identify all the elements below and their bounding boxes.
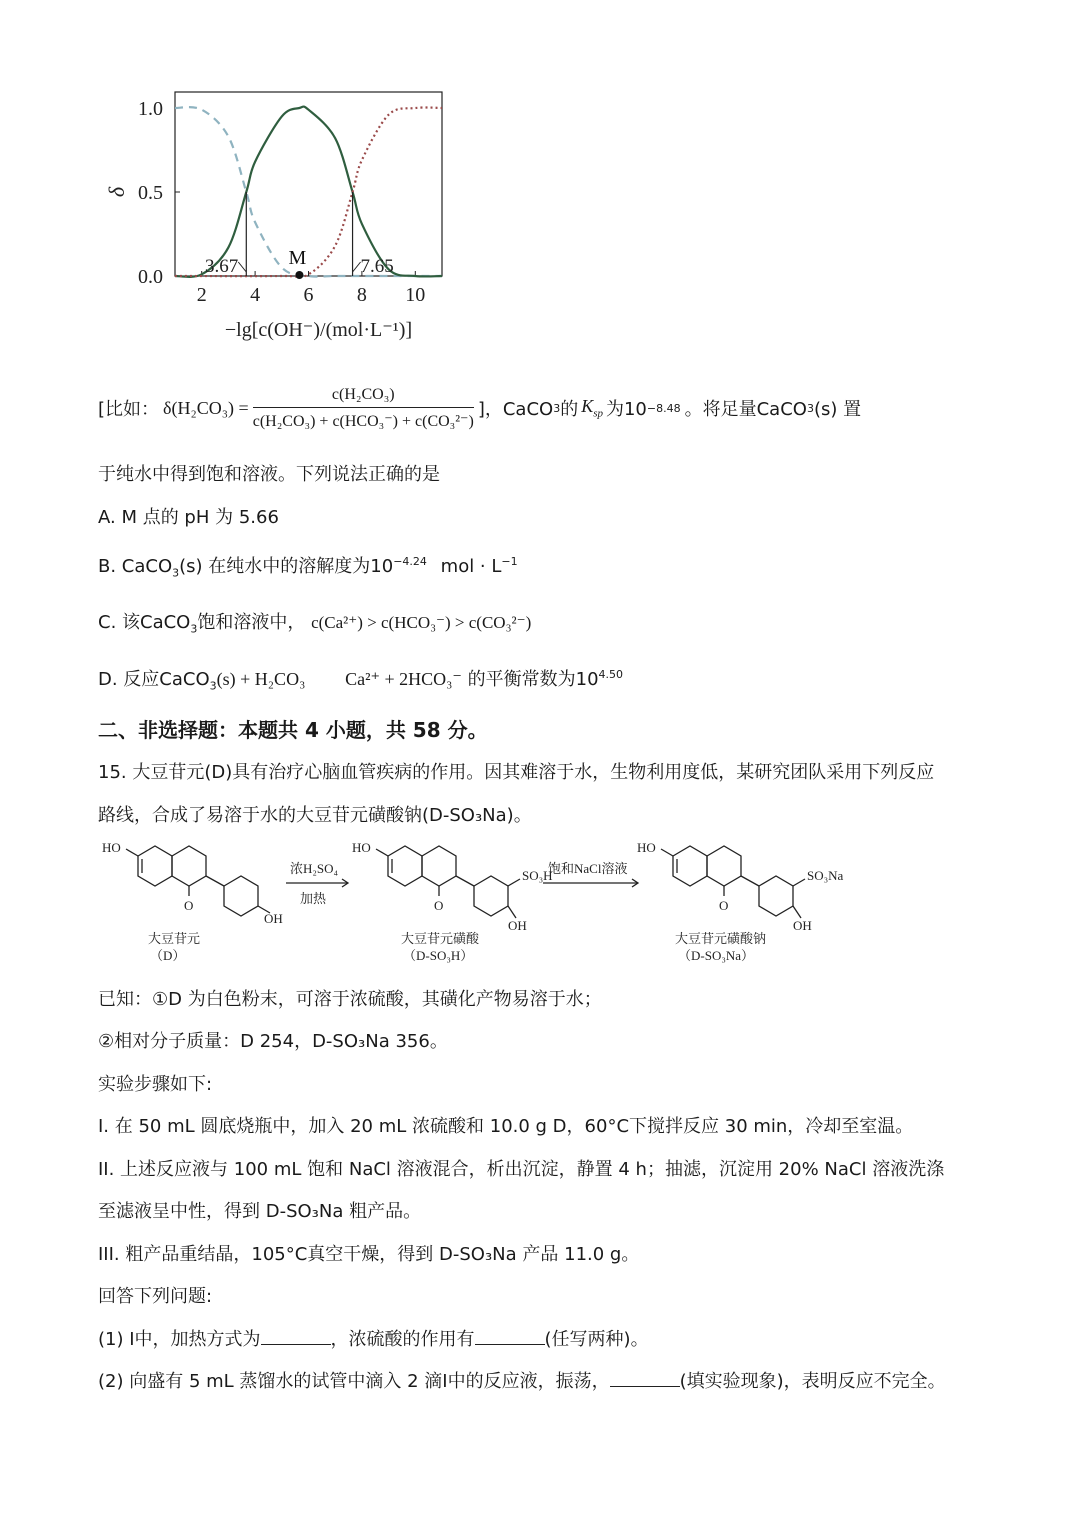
atom-label: HO (637, 840, 656, 855)
question-1-part-a: (1) I中，加热方式为 (98, 1329, 261, 1350)
step-2b: 至滤液呈中性，得到 D-SO₃Na 粗产品。 (98, 1201, 422, 1222)
answer-title: 回答下列问题: (98, 1286, 213, 1307)
step-2a: II. 上述反应液与 100 mL 饱和 NaCl 溶液混合，析出沉淀，静置 4 h；抽滤，沉淀用 20% NaCl 溶液洗涤 (98, 1159, 945, 1180)
question-stem-line2: 于纯水中得到饱和溶液。下列说法正确的是 (98, 464, 440, 485)
option-c-mid: 饱和溶液中， (197, 612, 306, 633)
answer-blank[interactable] (610, 1370, 680, 1387)
molecule-3-code: （D-SO₃Na） (678, 948, 755, 963)
ksp-symbol: $K_{sp}$ (581, 396, 603, 420)
molecule-dso3h-structure (376, 846, 520, 918)
question-2 (98, 1367, 946, 1393)
after-ksp2: (s) 置 (813, 399, 862, 420)
option-d-exponent: 4.50 (598, 668, 624, 681)
series-line (175, 108, 442, 278)
atom-label: OH (264, 911, 283, 926)
question-1-part-b: ，浓硫酸的作用有 (330, 1329, 475, 1350)
option-d-post: 的平衡常数为10 (467, 669, 599, 690)
steps-title: 实验步骤如下: (98, 1074, 213, 1095)
atom-label: OH (793, 918, 812, 933)
atom-label: SO₃H (522, 868, 553, 883)
option-b-exponent: −4.24 (393, 555, 427, 568)
molecule-dso3na-structure (661, 846, 805, 918)
q15-line1: 15. 大豆苷元(D)具有治疗心脑血管疾病的作用。因其难溶于水，生物利用度低，某研究团队采用下列反应 (98, 762, 935, 783)
option-c-relation: c(Ca²⁺) > c(HCO₃⁻) > c(CO₃²⁻) (311, 613, 532, 632)
atom-label: OH (508, 918, 527, 933)
molecule-1-code: （D） (150, 948, 186, 963)
question-1 (98, 1325, 649, 1351)
series-line (175, 107, 442, 277)
y-tick-label: 0.0 (138, 266, 163, 288)
ksp-mid: 的 (560, 399, 579, 420)
question-1-part-c: (任写两种)。 (544, 1329, 649, 1350)
ksp-exponent: −8.48 (646, 401, 681, 415)
reaction-scheme (98, 828, 858, 973)
x-tick-label: 8 (356, 284, 367, 306)
atom-label: SO₃Na (807, 868, 844, 883)
option-d-products: Ca²⁺ + 2HCO₃⁻ (345, 669, 462, 689)
known-2: ②相对分子质量：D 254，D-SO₃Na 356。 (98, 1031, 448, 1052)
option-c-pre: C. 该CaCO (98, 612, 191, 633)
after-ksp: 。将足量CaCO (684, 399, 807, 420)
option-b-pre: B. CaCO (98, 556, 173, 577)
example-prefix: [比如： (98, 399, 160, 420)
reagent-2-top: 饱和NaCl溶液 (548, 861, 628, 876)
reagent-1-bottom: 加热 (300, 891, 327, 906)
option-d: D. 反应CaCO$_3$(s) + H₂CO₃ Ca²⁺ + 2HCO₃⁻ 的平衡常数为$10^{4.50}$ (98, 668, 624, 693)
option-a: A. M 点的 pH 为 5.66 (98, 507, 279, 528)
point-m-label: M (288, 247, 307, 269)
x-tick-label: 10 (405, 284, 426, 306)
fraction-lhs: δ(H₂CO₃) = (163, 397, 249, 418)
molecule-2-code: （D-SO₃H） (403, 948, 474, 963)
distribution-fraction (253, 386, 474, 431)
option-d-reactants: (s) + H₂CO₃ (216, 669, 306, 689)
option-c: C. 该CaCO$_3$饱和溶液中， c(Ca²⁺) > c(HCO₃⁻) > c(CO₃²⁻) (98, 612, 532, 636)
y-tick-label: 0.5 (138, 182, 163, 204)
guide-value-label: 7.65 (360, 256, 394, 277)
x-axis-label: −lg[c(OH⁻)/(mol·L⁻¹)] (224, 319, 413, 341)
y-axis-label: δ (104, 186, 129, 198)
y-tick-label: 1.0 (138, 98, 163, 120)
fraction-denominator: c(H₂CO₃) + c(HCO₃⁻) + c(CO₃²⁻) (252, 412, 474, 430)
known-1: 已知：①D 为白色粉末，可溶于浓硫酸，其磺化产物易溶于水； (98, 989, 602, 1010)
option-b-mid: (s) 在纯水中的溶解度为10 (179, 556, 394, 577)
option-b-unit: mol · L (440, 556, 502, 577)
atom-label: O (184, 898, 194, 913)
atom-label: HO (102, 840, 121, 855)
molecule-3-name: 大豆苷元磺酸钠 (675, 931, 767, 946)
question-2-part-a: (2) 向盛有 5 mL 蒸馏水的试管中滴入 2 滴I中的反应液，振荡， (98, 1371, 610, 1392)
answer-blank[interactable] (475, 1328, 545, 1345)
section-2-heading: 二、非选择题：本题共 4 小题，共 58 分。 (98, 718, 488, 742)
point-m-marker (295, 271, 303, 279)
molecule-2-name: 大豆苷元磺酸 (401, 931, 480, 946)
atom-label: O (719, 898, 729, 913)
question-2-part-b: (填实验现象)，表明反应不完全。 (679, 1371, 946, 1392)
x-tick-label: 6 (303, 284, 314, 306)
molecule-1-name: 大豆苷元 (148, 931, 201, 946)
reagent-1-top: 浓H₂SO₄ (290, 861, 339, 876)
step-1: I. 在 50 mL 圆底烧瓶中，加入 20 mL 浓硫酸和 10.0 g D，60°C下搅拌反应 30 min，冷却至室温。 (98, 1116, 914, 1137)
fraction-numerator: c(H₂CO₃) (253, 386, 474, 408)
distribution-chart (95, 80, 455, 370)
option-b: B. CaCO$_3$(s) 在纯水中的溶解度为$10^{-4.24}$ mol · $L^{-1}$ (98, 555, 518, 580)
molecule-d-structure (126, 846, 270, 916)
atom-label: HO (352, 840, 371, 855)
x-tick-label: 2 (196, 284, 207, 306)
guide-arrow (238, 262, 246, 272)
answer-blank[interactable] (261, 1328, 331, 1345)
x-tick-label: 4 (250, 284, 261, 306)
atom-label: O (434, 898, 444, 913)
ksp-text: ]，CaCO (477, 399, 554, 420)
step-3: III. 粗产品重结晶，105°C真空干燥，得到 D-SO₃Na 产品 11.0 g。 (98, 1244, 640, 1265)
series-line (175, 107, 442, 277)
option-d-pre: D. 反应CaCO (98, 669, 210, 690)
example-definition-line: [比如： δ(H₂CO₃) = $\frac{\text{c(H₂CO₃)}}{\text{c(H₂CO₃) + c(HCO₃⁻) + c(CO₃²⁻)}}$ ]，CaCO 3 的 $K_{sp}$ 为10 −8.48 。将足量CaCO 3 (s) 置 (98, 385, 862, 430)
q15-line2: 路线，合成了易溶于水的大豆苷元磺酸钠(D-SO₃Na)。 (98, 805, 532, 826)
guide-value-label: 3.67 (205, 256, 239, 277)
guide-arrow (353, 262, 361, 272)
ksp-is: 为10 (605, 399, 647, 420)
